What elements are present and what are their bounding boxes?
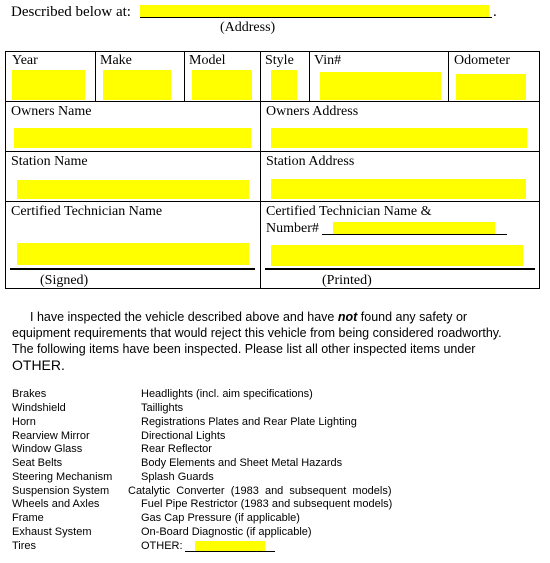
list-item: Suspension System [12, 485, 110, 497]
certified-technician-name-label: Certified Technician Name [11, 204, 163, 219]
list-item: Exhaust System [12, 526, 92, 538]
address-field[interactable] [140, 5, 489, 17]
make-field[interactable] [103, 70, 171, 100]
list-item: Rear Reflector [141, 443, 212, 455]
list-item: Seat Belts [12, 457, 63, 469]
list-item: Body Elements and Sheet Metal Hazards [141, 457, 343, 469]
address-caption: (Address) [220, 20, 276, 35]
row-divider [5, 151, 540, 152]
period: . [493, 4, 497, 20]
other-underline [185, 551, 275, 552]
odometer-field[interactable] [456, 74, 526, 100]
list-item: Rearview Mirror [12, 430, 90, 442]
column-divider [309, 51, 310, 102]
style-field[interactable] [271, 70, 297, 100]
year-label: Year [12, 53, 38, 68]
owners-address-field[interactable] [271, 128, 527, 148]
station-address-label: Station Address [266, 154, 355, 169]
list-item: Registrations Plates and Rear Plate Lighting [141, 416, 357, 428]
model-field[interactable] [192, 70, 252, 100]
vin-field[interactable] [320, 72, 441, 100]
column-divider [184, 51, 185, 102]
owners-address-label: Owners Address [266, 104, 359, 119]
list-item: Fuel Pipe Restrictor (1983 and subsequent models) [141, 498, 393, 510]
table-top-border [5, 51, 540, 52]
signature-line [10, 268, 255, 270]
table-right-border [539, 51, 540, 289]
list-item: Catalytic Converter (1983 and subsequent models) [128, 485, 392, 497]
list-item: Directional Lights [141, 430, 226, 442]
column-divider [95, 51, 96, 102]
list-item: Steering Mechanism [12, 471, 113, 483]
station-name-field[interactable] [17, 180, 249, 199]
list-item: Window Glass [12, 443, 83, 455]
make-label: Make [100, 53, 132, 68]
list-item: Frame [12, 512, 44, 524]
owners-name-field[interactable] [14, 128, 251, 148]
column-divider [448, 51, 449, 102]
statement-emphasis: not [337, 310, 358, 324]
style-label: Style [265, 53, 294, 68]
station-name-label: Station Name [11, 154, 88, 169]
list-item: Tires [12, 540, 37, 552]
list-item: Horn [12, 416, 36, 428]
statement-line: equipment requirements that would reject this vehicle from being considered roadworthy. [12, 326, 502, 340]
number-label: Number# [266, 221, 319, 236]
technician-printed-name-field[interactable] [271, 245, 523, 266]
address-underline [140, 17, 492, 18]
other-label: OTHER: [141, 540, 183, 552]
row-divider [5, 101, 540, 102]
vin-label: Vin# [314, 53, 342, 68]
inspection-statement [12, 309, 542, 373]
described-below-label: Described below at: [11, 4, 131, 20]
list-item: Wheels and Axles [12, 498, 100, 510]
table-bottom-border [5, 288, 540, 289]
owners-name-label: Owners Name [11, 104, 92, 119]
signed-caption: (Signed) [40, 273, 89, 288]
number-underline [322, 234, 507, 235]
column-divider [260, 51, 261, 289]
certified-technician-name-number-label: Certified Technician Name & [266, 204, 432, 219]
station-address-field[interactable] [271, 179, 526, 199]
table-left-border [5, 51, 6, 289]
list-item: Taillights [141, 402, 184, 414]
statement-text: I have inspected the vehicle described above and have [30, 310, 338, 324]
statement-line [12, 309, 542, 325]
list-item: Windshield [12, 402, 66, 414]
list-item: Headlights (incl. aim specifications) [141, 388, 313, 400]
statement-line: OTHER. [12, 357, 65, 373]
year-field[interactable] [12, 70, 85, 100]
model-label: Model [189, 53, 226, 68]
list-item: Splash Guards [141, 471, 214, 483]
row-divider [5, 201, 540, 202]
printed-line [265, 268, 535, 270]
list-item: On-Board Diagnostic (if applicable) [141, 526, 312, 538]
odometer-label: Odometer [454, 53, 510, 68]
list-item: Brakes [12, 388, 47, 400]
statement-text: found any safety or [357, 310, 468, 324]
statement-line: The following items have been inspected. Please list all other inspected items under [12, 342, 476, 356]
list-item: Gas Cap Pressure (if applicable) [141, 512, 300, 524]
printed-caption: (Printed) [322, 273, 372, 288]
technician-signature-field[interactable] [17, 243, 249, 265]
technician-number-field[interactable] [333, 222, 495, 234]
